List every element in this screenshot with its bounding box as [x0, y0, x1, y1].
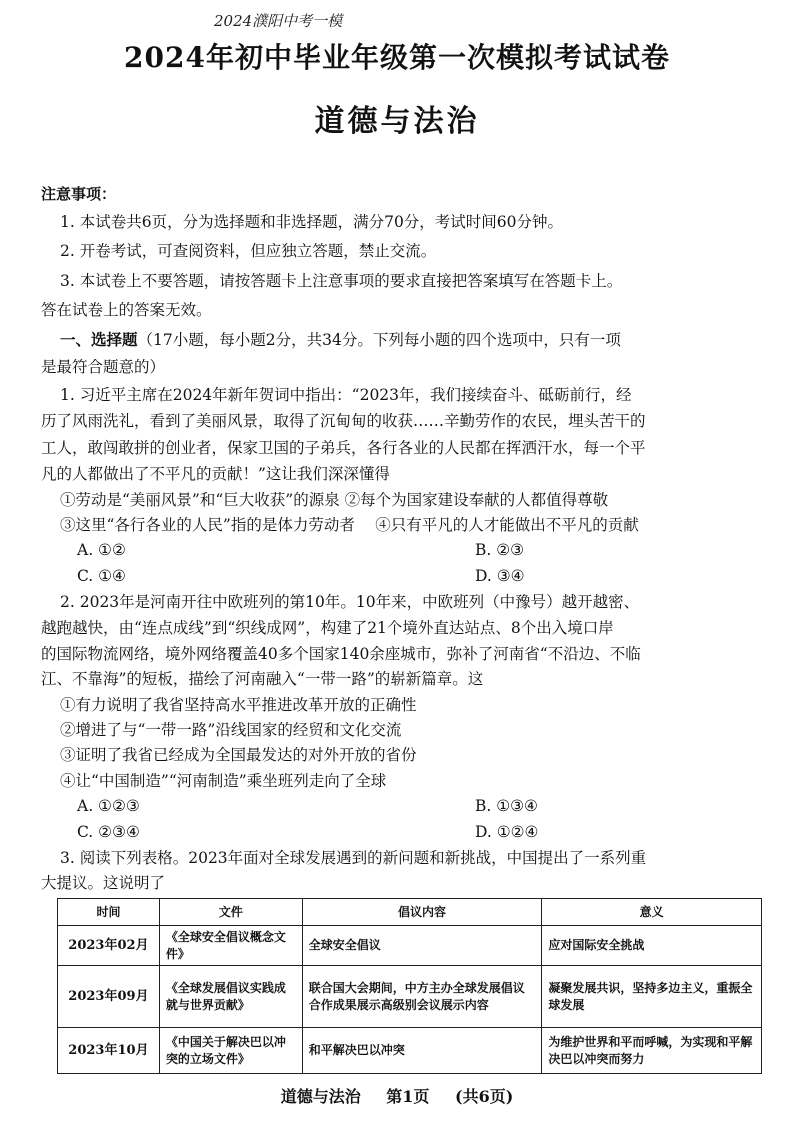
- q1-option-a[interactable]: A. ①②: [77, 541, 126, 559]
- notice-item: 答在试卷上的答案无效。: [41, 301, 212, 319]
- table-row: [58, 1028, 762, 1074]
- q1-stem-line: 1. 习近平主席在2024年新年贺词中指出：“2023年，我们接续奋斗、砥砺前行，经: [60, 386, 632, 404]
- section-desc: （17小题，每小题2分，共34分。下列每小题的四个选项中，只有一项: [137, 331, 621, 349]
- table-header: 时间: [58, 899, 160, 926]
- q2-item: ②增进了与“一带一路”沿线国家的经贸和文化交流: [60, 721, 402, 739]
- q1-option-d[interactable]: D. ③④: [475, 567, 525, 585]
- page-footer: [0, 1084, 794, 1107]
- table-header-row: [58, 899, 762, 926]
- table-cell: 为维护世界和平而呼喊，为实现和平解决巴以冲突而努力: [542, 1028, 762, 1074]
- q2-option-b[interactable]: B. ①③④: [475, 797, 538, 815]
- q2-item: ③证明了我省已经成为全国最发达的对外开放的省份: [60, 746, 417, 764]
- q2-option-a[interactable]: A. ①②③: [77, 797, 140, 815]
- notice-item: 1. 本试卷共6页，分为选择题和非选择题，满分70分，考试时间60分钟。: [60, 213, 564, 231]
- source-watermark: 2024濮阳中考一模: [214, 12, 343, 30]
- q2-item: ①有力说明了我省坚持高水平推进改革开放的正确性: [60, 696, 417, 714]
- q1-item: ③这里“各行各业的人民”指的是体力劳动者 ④只有平凡的人才能做出不平凡的贡献: [60, 516, 639, 534]
- q1-stem-line: 历了风雨洗礼，看到了美丽风景，取得了沉甸甸的收获……辛勤劳作的农民，埋头苦干的: [41, 412, 646, 430]
- table-cell: 全球安全倡议: [302, 926, 542, 966]
- q1-item: ①劳动是“美丽风景”和“巨大收获”的源泉 ②每个为国家建设奉献的人都值得尊敬: [60, 491, 609, 509]
- footer-subject: 道德与法治: [280, 1087, 361, 1106]
- table-cell: 和平解决巴以冲突: [302, 1028, 542, 1074]
- table-cell: 凝聚发展共识，坚持多边主义，重振全球发展: [542, 966, 762, 1028]
- table-row: [58, 926, 762, 966]
- table-row: [58, 966, 762, 1028]
- footer-page: 第1页: [386, 1087, 430, 1106]
- table-cell: 2023年10月: [58, 1028, 160, 1074]
- q3-stem-line: 大提议。这说明了: [41, 874, 166, 892]
- q1-option-c[interactable]: C. ①④: [77, 567, 126, 585]
- notice-heading: 注意事项：: [41, 185, 117, 203]
- section-title: 一、选择题: [60, 330, 138, 349]
- q2-stem-line: 越跑越快，由“连点成线”到“织线成网”，构建了21个境外直达站点、8个出入境口岸: [41, 619, 614, 637]
- q2-item: ④让“中国制造”“河南制造”乘坐班列走向了全球: [60, 772, 387, 790]
- q2-option-d[interactable]: D. ①②④: [475, 823, 539, 841]
- q2-stem-line: 的国际物流网络，境外网络覆盖40多个国家140余座城市，弥补了河南省“不沿边、不临: [41, 645, 641, 663]
- q2-stem-line: 2. 2023年是河南开往中欧班列的第10年。10年来，中欧班列（中豫号）越开越密、: [60, 593, 640, 611]
- section-heading: [60, 330, 621, 350]
- table-cell: 应对国际安全挑战: [542, 926, 762, 966]
- table-header: 倡议内容: [302, 899, 542, 926]
- table-header: 文件: [159, 899, 302, 926]
- q2-option-c[interactable]: C. ②③④: [77, 823, 140, 841]
- subject-title: 道德与法治: [314, 104, 480, 139]
- q1-stem-line: 工人，敢闯敢拼的创业者，保家卫国的子弟兵，各行各业的人民都在挥洒汗水，每一个平: [41, 439, 646, 457]
- q3-stem-line: 3. 阅读下列表格。2023年面对全球发展遇到的新问题和新挑战，中国提出了一系列重: [60, 849, 647, 867]
- table-cell: 《全球安全倡议概念文件》: [159, 926, 302, 966]
- table-cell: 2023年09月: [58, 966, 160, 1028]
- table-cell: 《中国关于解决巴以冲突的立场文件》: [159, 1028, 302, 1074]
- footer-total: (共6页): [455, 1087, 514, 1106]
- q3-table: [57, 898, 762, 1074]
- notice-item: 2. 开卷考试，可查阅资料，但应独立答题，禁止交流。: [60, 242, 437, 260]
- q2-stem-line: 江、不靠海”的短板，描绘了河南融入“一带一路”的崭新篇章。这: [41, 670, 484, 688]
- notice-item: 3. 本试卷上不要答题，请按答题卡上注意事项的要求直接把答案填写在答题卡上。: [60, 272, 623, 290]
- q1-option-b[interactable]: B. ②③: [475, 541, 525, 559]
- table-header: 意义: [542, 899, 762, 926]
- q1-stem-line: 凡的人都做出了不平凡的贡献！”这让我们深深懂得: [41, 465, 390, 483]
- table-cell: 联合国大会期间，中方主办全球发展倡议合作成果展示高级别会议展示内容: [302, 966, 542, 1028]
- table-cell: 2023年02月: [58, 926, 160, 966]
- exam-title: 2024年初中毕业年级第一次模拟考试试卷: [124, 41, 670, 74]
- section-desc-cont: 是最符合题意的）: [41, 358, 166, 376]
- table-cell: 《全球发展倡议实践成就与世界贡献》: [159, 966, 302, 1028]
